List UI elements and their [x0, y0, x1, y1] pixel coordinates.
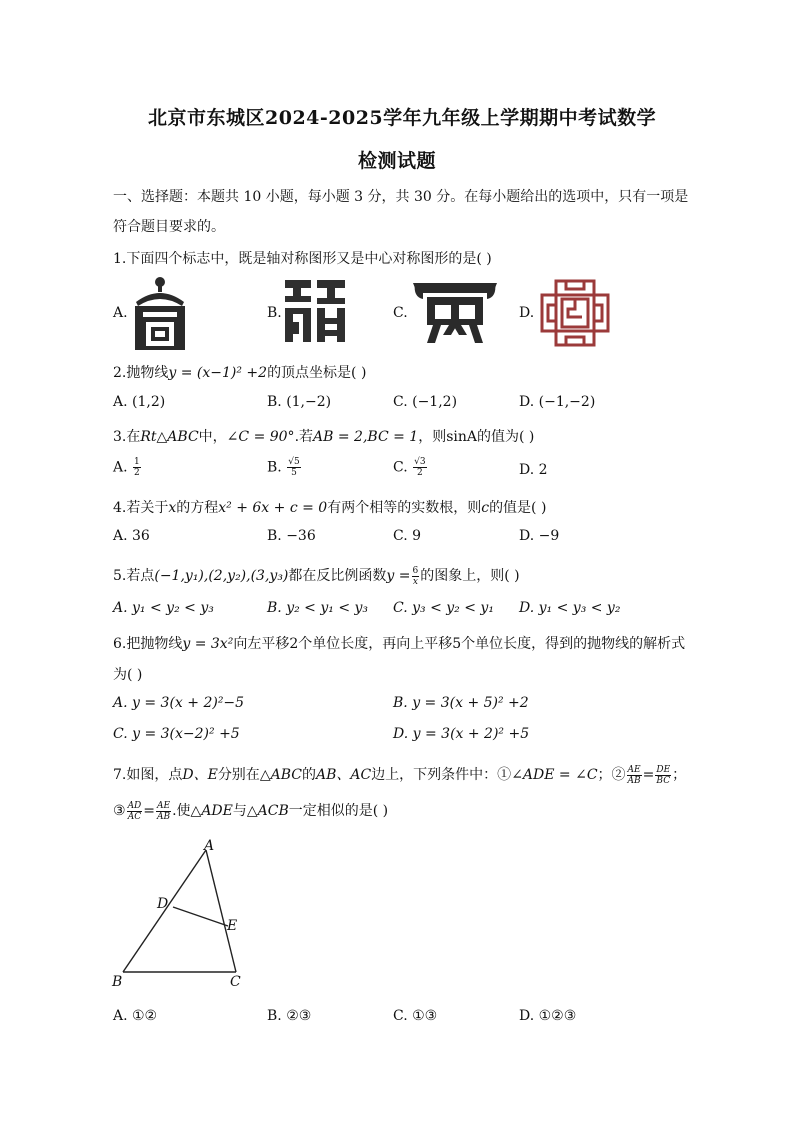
q4-stem-pre: 4.若关于 [113, 500, 169, 516]
q6-option-a: A. y = 3(x + 2)²−5 [113, 695, 245, 711]
q6-stem-math: y = 3x² [182, 636, 234, 652]
question-7-stem [113, 764, 686, 786]
question-3-stem [113, 426, 534, 446]
q7-option-c: C. ①③ [393, 1008, 438, 1024]
q7-c2-frac2 [655, 765, 671, 786]
q3-b-num: √5 [288, 457, 300, 467]
q4-option-a: A. 36 [113, 528, 150, 544]
q6-option-c: C. y = 3(x−2)² +5 [113, 726, 240, 742]
question-5-stem [113, 565, 520, 587]
q7-c3-den2: AB [156, 811, 171, 822]
q3-stem-pre: 3.在 [113, 429, 141, 445]
question-2-stem [113, 362, 366, 382]
q3-a-den: 2 [134, 468, 140, 478]
q3-stem-mid1: 中， [198, 429, 227, 445]
q7-c2-eq: = [642, 767, 655, 783]
q3-c-den: 2 [416, 468, 423, 478]
q3-option-a-fraction [133, 457, 141, 478]
q4-stem-mid2: 有两个相等的实数根，则 [327, 500, 482, 516]
question-6-stem [113, 633, 685, 653]
q7-c2-num1: AE [627, 764, 641, 775]
q2-stem-post: 的顶点坐标是( ) [267, 365, 367, 381]
q7-l2-post: 一定相似的是( ) [288, 803, 389, 819]
q3-stem-post: 的值为( ) [477, 429, 535, 445]
logo-c-image [413, 283, 497, 343]
q7-c3-den1: AC [127, 811, 142, 822]
q6-option-d: D. y = 3(x + 2)² +5 [393, 726, 530, 742]
q3-stem-math1: Rt△ABC [140, 429, 199, 445]
section-heading: 一、选择题：本题共 10 小题，每小题 3 分，共 30 分。在每小题给出的选项中，只有一项是 [113, 189, 689, 205]
q3-b-den: 5 [291, 468, 297, 478]
q3-stem-math2: ∠C = 90° [226, 429, 295, 445]
q7-c2-den2: BC [656, 775, 671, 786]
q4-option-c: C. 9 [393, 528, 422, 544]
q4-stem-c: c [481, 500, 490, 516]
q3-option-c-label: C. [393, 459, 408, 476]
q5-stem-post: 的图象上，则( ) [420, 568, 520, 584]
q3-option-b-fraction [287, 457, 300, 478]
logo-b-image [283, 278, 347, 344]
q7-c3-num2: AE [157, 800, 171, 811]
q7-c3-num1: AD [127, 800, 142, 811]
q3-option-c-fraction [413, 457, 426, 478]
q4-stem-post: 的值是( ) [489, 500, 547, 516]
logo-d-image [540, 279, 610, 347]
q6-option-b: B. y = 3(x + 5)² +2 [393, 695, 529, 711]
q7-l1-de: D、E [182, 767, 218, 783]
q7-c3-eq: = [143, 803, 156, 819]
q6-stem-post: 向左平移2个单位长度，再向上平移5个单位长度，得到的抛物线的解析式 [233, 636, 686, 652]
q2-stem-pre: 2.抛物线 [113, 365, 169, 381]
q7-l1-pre: 7.如图，点 [113, 767, 183, 783]
q5-stem-den: x [412, 576, 418, 587]
q7-c3-frac2 [156, 801, 171, 822]
question-6-stem-cont: 为( ) [113, 667, 143, 683]
point-c-label: C [230, 974, 241, 990]
q5-stem-y: y = [386, 568, 411, 584]
q3-a-num: 1 [134, 457, 140, 467]
q4-option-b: B. −36 [267, 528, 316, 544]
q5-stem-num: 6 [412, 565, 419, 576]
q5-stem-pre: 5.若点 [113, 568, 155, 584]
q4-stem-mid: 的方程 [176, 500, 219, 516]
q7-l1-sides: AB、AC [315, 767, 372, 783]
q7-c2-frac1 [627, 765, 642, 786]
page-title: 北京市东城区2024-2025学年九年级上学期期中考试数学 [148, 107, 657, 129]
page-subtitle: 检测试题 [358, 150, 437, 172]
point-e-label: E [227, 918, 238, 934]
q3-stem-mid2: .若 [294, 429, 314, 445]
q1-option-a-label: A. [113, 305, 128, 321]
q5-stem-math: (−1,y₁),(2,y₂),(3,y₃) [154, 568, 289, 584]
q5-option-d: D. y₁ < y₃ < y₂ [519, 600, 621, 616]
q7-c3-frac1 [127, 801, 143, 822]
q7-option-b: B. ②③ [267, 1008, 312, 1024]
q7-c2-den1: AB [627, 775, 641, 786]
q7-l2-tri2: △ACB [246, 803, 289, 819]
q3-c-num: √3 [414, 457, 426, 467]
point-d-label: D [157, 896, 169, 912]
q3-option-b [267, 457, 302, 478]
q7-l2-mid: .使 [172, 803, 191, 819]
q7-cond1: ∠ADE = ∠C [511, 767, 598, 783]
q7-sep1: ；② [597, 767, 626, 783]
q5-option-a: A. y₁ < y₂ < y₃ [113, 600, 214, 616]
q5-stem-mid: 都在反比例函数 [288, 568, 387, 584]
q5-stem-fraction [412, 566, 420, 587]
q6-stem-pre: 6.把抛物线 [113, 636, 183, 652]
q3-stem-math3: AB = 2,BC = 1 [313, 429, 419, 445]
q5-option-c: C. y₃ < y₂ < y₁ [393, 600, 494, 616]
section-heading-cont: 符合题目要求的。 [113, 219, 225, 235]
question-4-stem [113, 497, 546, 517]
triangle-figure [108, 836, 258, 994]
q7-l1-mid: 分别在 [217, 767, 260, 783]
q7-l1-post: 边上，下列条件中：① [371, 767, 512, 783]
q3-option-c [393, 457, 428, 478]
q2-option-b: B. (1,−2) [267, 394, 332, 410]
q7-sep2: ； [672, 767, 687, 783]
q3-option-b-label: B. [267, 459, 282, 476]
q2-option-d: D. (−1,−2) [519, 394, 596, 410]
q3-option-a-label: A. [113, 459, 128, 476]
q5-option-b: B. y₂ < y₁ < y₃ [267, 600, 369, 616]
point-a-label: A [204, 838, 215, 854]
question-7-stem-cont [113, 800, 388, 822]
q7-option-a: A. ①② [113, 1008, 158, 1024]
q7-l2-circle: ③ [113, 803, 126, 819]
q3-option-a [113, 457, 142, 478]
q1-option-c-label: C. [393, 305, 408, 321]
q4-stem-math: x² + 6x + c = 0 [218, 500, 328, 516]
q7-c2-num2: DE [656, 764, 671, 775]
question-1-stem: 1.下面四个标志中，既是轴对称图形又是中心对称图形的是( ) [113, 251, 492, 267]
side-ac [206, 850, 236, 972]
q4-option-d: D. −9 [519, 528, 560, 544]
q2-option-a: A. (1,2) [113, 394, 166, 410]
q4-stem-x: x [168, 500, 177, 516]
q1-option-b-label: B. [267, 305, 282, 321]
q1-option-d-label: D. [519, 305, 535, 321]
q3-stem-math4: sinA [446, 429, 477, 445]
q7-l1-tri: △ABC [259, 767, 302, 783]
q3-stem-mid3: ，则 [418, 429, 447, 445]
q7-option-d: D. ①②③ [519, 1008, 577, 1024]
segment-de [173, 907, 228, 926]
q3-option-d: D. 2 [519, 462, 548, 478]
q2-option-c: C. (−1,2) [393, 394, 458, 410]
point-b-label: B [112, 974, 123, 990]
q7-l2-mid2: 与 [232, 803, 247, 819]
q7-l2-tri1: △ADE [190, 803, 233, 819]
q2-stem-math: y = (x−1)² +2 [168, 365, 268, 381]
q7-l1-mid2: 的 [301, 767, 316, 783]
logo-a-image [132, 276, 188, 350]
